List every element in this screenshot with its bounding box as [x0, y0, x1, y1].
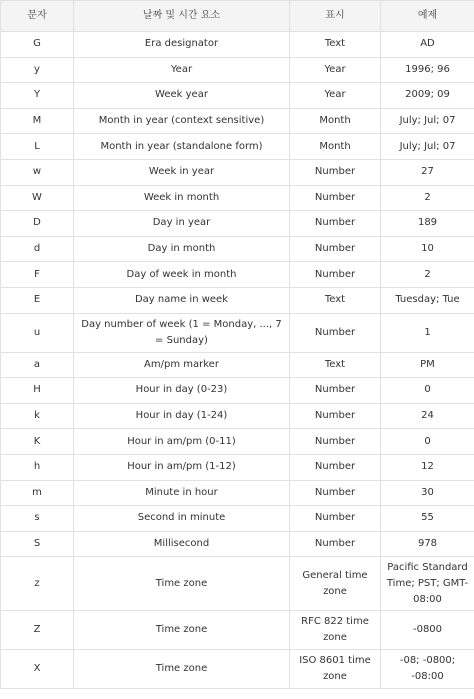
cell-element: Second in minute — [74, 506, 290, 532]
cell-presentation: Year — [290, 83, 381, 109]
cell-presentation: General time zone — [290, 557, 381, 611]
cell-letter: X — [1, 650, 74, 689]
cell-element: Month in year (standalone form) — [74, 134, 290, 160]
cell-letter: L — [1, 134, 74, 160]
cell-element: Hour in day (1-24) — [74, 403, 290, 429]
cell-presentation: RFC 822 time zone — [290, 611, 381, 650]
cell-presentation: Number — [290, 159, 381, 185]
header-presentation: 표시 — [290, 1, 381, 32]
cell-letter: a — [1, 352, 74, 378]
table-row — [1, 185, 474, 211]
cell-element: Minute in hour — [74, 480, 290, 506]
table-row — [1, 108, 474, 134]
cell-letter: z — [1, 557, 74, 611]
cell-letter: K — [1, 429, 74, 455]
table-row — [1, 32, 474, 58]
cell-presentation: Text — [290, 352, 381, 378]
cell-letter: w — [1, 159, 74, 185]
cell-element: Hour in am/pm (1-12) — [74, 454, 290, 480]
cell-element: Week year — [74, 83, 290, 109]
table-row — [1, 236, 474, 262]
table-row — [1, 287, 474, 313]
table-row — [1, 83, 474, 109]
cell-example: 0 — [381, 378, 474, 404]
cell-example: 55 — [381, 506, 474, 532]
cell-letter: W — [1, 185, 74, 211]
cell-presentation: ISO 8601 time zone — [290, 650, 381, 689]
cell-letter: y — [1, 57, 74, 83]
cell-example: -0800 — [381, 611, 474, 650]
table-row — [1, 454, 474, 480]
cell-example: July; Jul; 07 — [381, 108, 474, 134]
table-row — [1, 378, 474, 404]
cell-letter: G — [1, 32, 74, 58]
cell-element: Time zone — [74, 557, 290, 611]
cell-example: PM — [381, 352, 474, 378]
header-letter: 문자 — [1, 1, 74, 32]
cell-example: Pacific Standard Time; PST; GMT-08:00 — [381, 557, 474, 611]
cell-element: Year — [74, 57, 290, 83]
cell-element: Time zone — [74, 650, 290, 689]
cell-presentation: Number — [290, 236, 381, 262]
cell-element: Day in month — [74, 236, 290, 262]
cell-example: 1 — [381, 313, 474, 352]
cell-letter: d — [1, 236, 74, 262]
cell-element: Am/pm marker — [74, 352, 290, 378]
cell-example: 2 — [381, 262, 474, 288]
cell-letter: S — [1, 531, 74, 557]
cell-element: Week in year — [74, 159, 290, 185]
cell-example: 27 — [381, 159, 474, 185]
table-row — [1, 134, 474, 160]
cell-example: 12 — [381, 454, 474, 480]
table-row — [1, 159, 474, 185]
cell-letter: m — [1, 480, 74, 506]
header-row — [1, 1, 474, 32]
table-row — [1, 611, 474, 650]
cell-example: 2009; 09 — [381, 83, 474, 109]
cell-example: -08; -0800; -08:00 — [381, 650, 474, 689]
cell-example: 2 — [381, 185, 474, 211]
cell-letter: M — [1, 108, 74, 134]
cell-element: Time zone — [74, 611, 290, 650]
cell-letter: F — [1, 262, 74, 288]
cell-element: Day of week in month — [74, 262, 290, 288]
table-row — [1, 531, 474, 557]
cell-letter: E — [1, 287, 74, 313]
cell-element: Day number of week (1 = Monday, ..., 7 = Sunday) — [74, 313, 290, 352]
cell-presentation: Number — [290, 185, 381, 211]
table-row — [1, 262, 474, 288]
table-row — [1, 557, 474, 611]
cell-example: 189 — [381, 211, 474, 237]
cell-presentation: Number — [290, 480, 381, 506]
cell-presentation: Number — [290, 262, 381, 288]
cell-presentation: Number — [290, 211, 381, 237]
cell-presentation: Number — [290, 378, 381, 404]
cell-letter: s — [1, 506, 74, 532]
table-row — [1, 313, 474, 352]
cell-element: Month in year (context sensitive) — [74, 108, 290, 134]
cell-presentation: Number — [290, 429, 381, 455]
cell-letter: Z — [1, 611, 74, 650]
cell-presentation: Number — [290, 506, 381, 532]
table-row — [1, 211, 474, 237]
cell-element: Day name in week — [74, 287, 290, 313]
cell-example: July; Jul; 07 — [381, 134, 474, 160]
cell-element: Hour in am/pm (0-11) — [74, 429, 290, 455]
cell-presentation: Month — [290, 134, 381, 160]
cell-element: Week in month — [74, 185, 290, 211]
cell-letter: k — [1, 403, 74, 429]
cell-letter: D — [1, 211, 74, 237]
table-row — [1, 650, 474, 689]
cell-example: 10 — [381, 236, 474, 262]
header-element: 날짜 및 시간 요소 — [74, 1, 290, 32]
cell-presentation: Year — [290, 57, 381, 83]
table-row — [1, 480, 474, 506]
cell-presentation: Number — [290, 313, 381, 352]
header-example: 예제 — [381, 1, 474, 32]
cell-example: 978 — [381, 531, 474, 557]
cell-presentation: Text — [290, 287, 381, 313]
cell-example: 24 — [381, 403, 474, 429]
table-row — [1, 57, 474, 83]
table-row — [1, 506, 474, 532]
cell-example: Tuesday; Tue — [381, 287, 474, 313]
cell-element: Hour in day (0-23) — [74, 378, 290, 404]
cell-letter: H — [1, 378, 74, 404]
cell-letter: u — [1, 313, 74, 352]
table-row — [1, 352, 474, 378]
cell-element: Day in year — [74, 211, 290, 237]
table-row — [1, 403, 474, 429]
cell-letter: Y — [1, 83, 74, 109]
cell-presentation: Text — [290, 32, 381, 58]
cell-presentation: Number — [290, 531, 381, 557]
cell-example: AD — [381, 32, 474, 58]
cell-example: 1996; 96 — [381, 57, 474, 83]
cell-presentation: Number — [290, 403, 381, 429]
cell-presentation: Number — [290, 454, 381, 480]
cell-example: 30 — [381, 480, 474, 506]
cell-example: 0 — [381, 429, 474, 455]
cell-element: Millisecond — [74, 531, 290, 557]
cell-letter: h — [1, 454, 74, 480]
cell-presentation: Month — [290, 108, 381, 134]
cell-element: Era designator — [74, 32, 290, 58]
table-row — [1, 429, 474, 455]
